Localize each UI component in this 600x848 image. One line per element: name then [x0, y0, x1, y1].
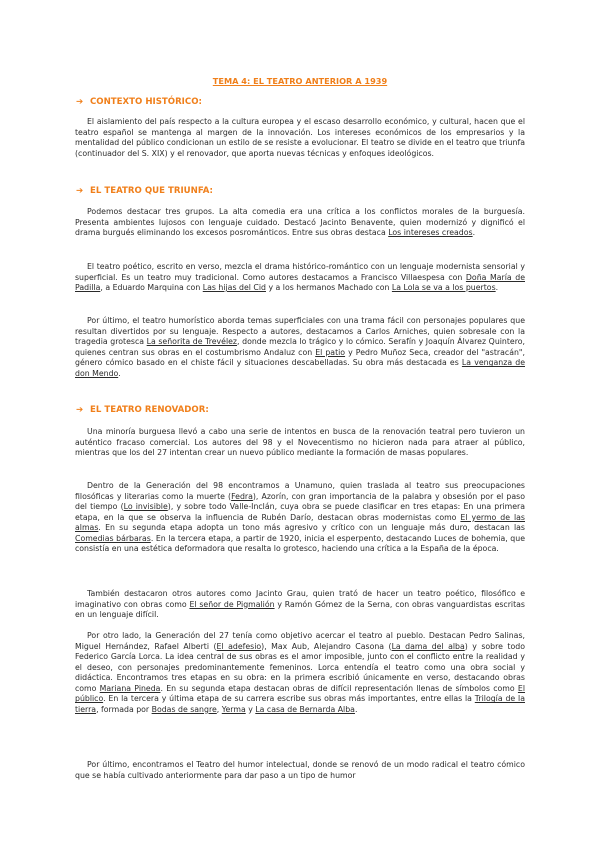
work-title: Las hijas del Cid	[202, 283, 266, 293]
work-title: El yermo de las almas	[75, 512, 525, 533]
arrow-right-icon: ➔	[76, 97, 84, 107]
section-heading-triunfa: ➔ EL TEATRO QUE TRIUNFA:	[76, 186, 213, 196]
paragraph: Por último, encontramos el Teatro del humor intelectual, donde se renovó de un modo radical el teatro cómico que se había cultivado anteriormente para dar paso a un tipo de humor	[75, 760, 525, 780]
work-title: Bodas de sangre	[151, 704, 217, 714]
section-heading-renovador: ➔ EL TEATRO RENOVADOR:	[76, 405, 209, 415]
arrow-right-icon: ➔	[76, 186, 84, 196]
work-title: La señorita de Trevélez	[146, 337, 238, 347]
work-title: Yerma	[221, 704, 246, 714]
work-title: El adefesio	[216, 641, 262, 651]
work-title: La dama del alba	[391, 641, 465, 651]
paragraph: Podemos destacar tres grupos. La alta comedia era una crítica a los conflictos morales de la burguesía. Presenta ambientes lujosos con lenguaje cuidado. Destacó Jacinto Benavente, quien modernizó y dignificó el drama burgués eliminando los excesos posrománticos. Entre sus obras destaca Los intereses creados.	[75, 207, 525, 238]
work-title: Doña María de Padilla	[75, 272, 525, 293]
paragraph: También destacaron otros autores como Jacinto Grau, quien trató de hacer un teatro poético, filosófico e imaginativo con obras como El señor de Pigmalión y Ramón Gómez de la Serna, con obras vanguardistas escritas en un lenguaje difícil.	[75, 589, 525, 620]
work-title: El público	[75, 683, 526, 704]
section-heading-contexto: ➔ CONTEXTO HISTÓRICO:	[76, 97, 202, 107]
work-title: La venganza de don Mendo	[75, 358, 525, 378]
work-title: Trilogía de la tierra	[75, 694, 525, 714]
work-title: Comedias bárbaras	[75, 533, 151, 543]
document-title: TEMA 4: EL TEATRO ANTERIOR A 1939	[212, 76, 388, 86]
work-title: La Lola se va a los puertos	[391, 283, 496, 293]
paragraph: Por último, el teatro humorístico aborda temas superficiales con una trama fácil con personajes populares que resultan divertidos por su lenguaje. Respecto a autores, destacamos a Carlos Arniches, quien sobresale con la tragedia grotesca La señorita de Trevélez, donde mezcla lo trágico y lo cómico. Serafín y Joaquín Álvarez Quintero, quienes centran sus obras en el costumbrismo Andaluz con El patio y Pedro Muñoz Seca, creador del "astracán", género cómico basado en el chiste fácil y situaciones descabelladas. Su obra más destacada es La venganza de don Mendo.	[75, 316, 526, 378]
paragraph: Por otro lado, la Generación del 27 tenía como objetivo acercar el teatro al pueblo. Destacan Pedro Salinas, Miguel Hernández, Rafael Alberti (El adefesio), Max Aub, Alejandro Casona (La dama del alba) y sobre todo Federico García Lorca. La idea central de sus obras es el amor imposible, junto con el conflicto entre la realidad y el deseo, con personajes predominantemente femeninos. Lorca entendía el teatro como una obra social y didáctica. Encontramos tres etapas en su obra: en la primera escribió únicamente en verso, destacando obras como Mariana Pineda. En su segunda etapa destacan obras de difícil representación llenas de símbolos como El público. En la tercera y última etapa de su carrera escribe sus obras más importantes, entre ellas la Trilogía de la tierra, formada por Bodas de sangre, Yerma y La casa de Bernarda Alba.	[75, 631, 526, 714]
work-title: Mariana Pineda	[99, 683, 161, 693]
paragraph: El teatro poético, escrito en verso, mezcla el drama histórico-romántico con un lenguaje modernista sensorial y superficial. Es un teatro muy tradicional. Como autores destacamos a Francisco Villaespesa con Doña María de Padilla, a Eduardo Marquina con Las hijas del Cid y a los hermanos Machado con La Lola se va a los puertos.	[75, 262, 525, 293]
arrow-right-icon: ➔	[76, 405, 84, 415]
work-title: Lo invisible	[123, 502, 168, 512]
work-title: La casa de Bernarda Alba	[255, 704, 355, 714]
paragraph: Dentro de la Generación del 98 encontramos a Unamuno, quien traslada al teatro sus preocupaciones filosóficas y literarias como la muerte (Fedra), Azorín, con gran importancia de la palabra y obsesión por el paso del tiempo (Lo invisible), y sobre todo Valle-Inclán, cuya obra se puede clasificar en tres etapas: En una primera etapa, en la que se observa la influencia de Rubén Darío, destacan obras modernistas como El yermo de las almas. En su segunda etapa adopta un tono más agresivo y crítico con un lenguaje más duro, destacan las Comedias bárbaras. En la tercera etapa, a partir de 1920, inicia el esperpento, destacando Luces de bohemia, que consistía en una estética deformadora que resalta lo grotesco, haciendo una crítica a la España de la época.	[75, 481, 526, 554]
work-title: El patio	[315, 347, 346, 357]
work-title: El señor de Pigmalión	[189, 599, 275, 609]
work-title: Fedra	[231, 491, 253, 501]
paragraph: El aislamiento del país respecto a la cultura europea y el escaso desarrollo económico, y cultural, hacen que el teatro español se mantenga al margen de la innovación. Los intereses económicos de los empresarios y la mentalidad del público condicionan un estilo de se resiste a evolucionar. El teatro se divide en el teatro que triunfa (continuador del S. XIX) y el renovador, que aporta nuevas técnicas y enfoques ideológicos.	[75, 117, 525, 158]
paragraph: Una minoría burguesa llevó a cabo una serie de intentos en busca de la renovación teatral pero tuvieron un auténtico fracaso comercial. Los autores del 98 y el Novecentismo no hicieron nada para atraer al público, mientras que los del 27 intentan crear un nuevo público mediante la formación de masas populares.	[75, 427, 525, 458]
work-title: Los intereses creados	[388, 228, 473, 238]
